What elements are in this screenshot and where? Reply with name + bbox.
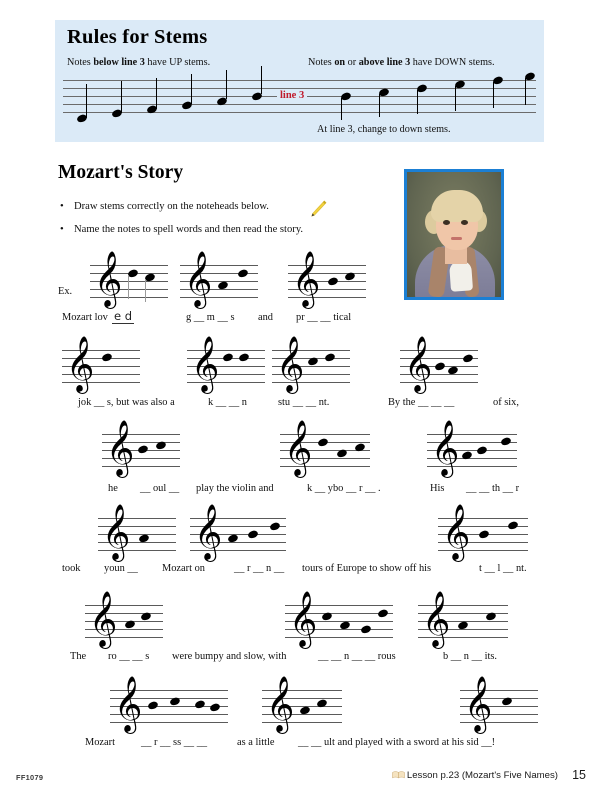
demo-stem-down-4 bbox=[455, 86, 456, 111]
stem-drawn bbox=[128, 275, 129, 299]
notehead[interactable] bbox=[324, 353, 335, 363]
answer-text: jok __ s, but was also a bbox=[78, 397, 175, 408]
demo-stem-down-2 bbox=[379, 94, 380, 117]
rule-left-pre: Notes bbox=[67, 57, 94, 68]
rules-for-stems-box bbox=[55, 20, 544, 142]
rule-left-bold: below line 3 bbox=[93, 57, 145, 68]
bullet-dot: • bbox=[60, 201, 64, 212]
answer-text: youn __ bbox=[104, 563, 138, 574]
notehead[interactable] bbox=[209, 703, 220, 713]
answer-text: were bumpy and slow, with bbox=[172, 651, 287, 662]
answer-text: Mozart bbox=[85, 737, 116, 748]
treble-clef-icon: 𝄞 bbox=[66, 336, 95, 392]
treble-clef-icon: 𝄞 bbox=[102, 504, 131, 560]
answer-text: k __ ybo __ r __ . bbox=[307, 483, 381, 494]
staff-row3-b[interactable] bbox=[280, 420, 370, 476]
treble-clef-icon: 𝄞 bbox=[284, 420, 313, 476]
treble-clef-icon: 𝄞 bbox=[292, 251, 321, 307]
demo-stem-up-2 bbox=[121, 81, 122, 113]
demo-stem-up-1 bbox=[86, 84, 87, 118]
treble-clef-icon: 𝄞 bbox=[276, 336, 305, 392]
treble-clef-icon: 𝄞 bbox=[114, 676, 143, 732]
rule-right-mid: or bbox=[345, 57, 359, 68]
answer-text: __ __ n __ __ rous bbox=[318, 651, 396, 662]
answer-text: he bbox=[108, 483, 118, 494]
staff-row3-a[interactable] bbox=[102, 420, 180, 476]
notehead[interactable] bbox=[507, 521, 518, 531]
notehead[interactable] bbox=[222, 353, 233, 363]
demo-stem-down-5 bbox=[493, 82, 494, 108]
demo-stem-down-1 bbox=[341, 98, 342, 120]
staff-row2-d[interactable] bbox=[400, 336, 478, 392]
staff-line-1 bbox=[63, 112, 536, 113]
rule-right-pre: Notes bbox=[308, 57, 335, 68]
rules-title: Rules for Stems bbox=[67, 26, 208, 48]
instruction-bullet-2 bbox=[60, 224, 303, 235]
rule-left-post: have UP stems. bbox=[144, 57, 211, 68]
publisher-code: FF1079 bbox=[16, 773, 44, 782]
demo-stem-down-3 bbox=[417, 90, 418, 114]
handwritten-answer: e d bbox=[114, 309, 133, 323]
rule-right-bold-above: above line 3 bbox=[358, 57, 411, 68]
staff-row5-a[interactable] bbox=[85, 591, 163, 647]
staff-row5-b[interactable] bbox=[285, 591, 393, 647]
answer-text: play the violin and bbox=[196, 483, 274, 494]
demo-stem-up-3 bbox=[156, 78, 157, 109]
treble-clef-icon: 𝄞 bbox=[106, 420, 135, 476]
notehead[interactable] bbox=[360, 625, 371, 635]
lesson-reference-text: Lesson p.23 (Mozart's Five Names) bbox=[406, 770, 558, 781]
answer-text: Mozart on bbox=[162, 563, 205, 574]
answer-text: By the __ __ __ bbox=[388, 397, 455, 408]
portrait-eye-right bbox=[461, 220, 468, 225]
notehead[interactable] bbox=[462, 354, 473, 364]
demo-stem-down-6 bbox=[525, 78, 526, 105]
answer-text: pr __ __ tical bbox=[296, 312, 352, 323]
notehead[interactable] bbox=[377, 609, 388, 619]
staff-line-2 bbox=[63, 104, 536, 105]
notehead[interactable] bbox=[101, 353, 112, 363]
demo-stem-up-5 bbox=[226, 70, 227, 99]
answer-text: tours of Europe to show off his bbox=[302, 563, 432, 574]
instruction-bullet-1 bbox=[60, 201, 269, 212]
demo-notehead-2 bbox=[111, 109, 122, 119]
rule-left-text bbox=[67, 57, 210, 68]
rule-right-bold-on: on bbox=[334, 57, 346, 68]
rule-right-post: have DOWN stems. bbox=[410, 57, 495, 68]
answer-text: __ r __ ss __ __ bbox=[141, 737, 208, 748]
treble-clef-icon: 𝄞 bbox=[191, 336, 220, 392]
notehead[interactable] bbox=[194, 700, 205, 710]
notehead[interactable] bbox=[476, 446, 487, 456]
notehead[interactable] bbox=[500, 437, 511, 447]
demo-notehead-6 bbox=[251, 92, 262, 102]
portrait-mouth bbox=[451, 237, 462, 240]
treble-clef-icon: 𝄞 bbox=[442, 504, 471, 560]
line-3-label: line 3 bbox=[277, 90, 307, 101]
treble-clef-icon: 𝄞 bbox=[94, 251, 123, 307]
answer-text: took bbox=[62, 563, 81, 574]
demo-notehead-1 bbox=[76, 114, 87, 124]
treble-clef-icon: 𝄞 bbox=[89, 591, 118, 647]
demo-stem-up-6 bbox=[261, 66, 262, 94]
answer-text: His bbox=[430, 483, 445, 494]
lesson-reference bbox=[392, 770, 558, 781]
treble-clef-icon: 𝄞 bbox=[194, 504, 223, 560]
treble-clef-icon: 𝄞 bbox=[464, 676, 493, 732]
stem-drawn bbox=[145, 279, 146, 302]
page-number: 15 bbox=[572, 768, 586, 782]
notehead[interactable] bbox=[478, 530, 489, 540]
example-label: Ex. bbox=[58, 286, 73, 297]
staff-row3-c[interactable] bbox=[427, 420, 517, 476]
answer-text: Mozart lov bbox=[62, 312, 108, 323]
answer-text: __ r __ n __ bbox=[234, 563, 285, 574]
staff-row5-c[interactable] bbox=[418, 591, 508, 647]
answer-text: __ oul __ bbox=[140, 483, 180, 494]
notehead[interactable] bbox=[237, 269, 248, 279]
answer-text: The bbox=[70, 651, 87, 662]
treble-clef-icon: 𝄞 bbox=[266, 676, 295, 732]
staff-line-4 bbox=[63, 88, 536, 89]
notehead[interactable] bbox=[327, 277, 338, 287]
notehead[interactable] bbox=[247, 530, 258, 540]
staff-row4-a[interactable] bbox=[98, 504, 176, 560]
book-icon bbox=[392, 771, 405, 779]
portrait-eye-left bbox=[443, 220, 450, 225]
notehead[interactable] bbox=[269, 522, 280, 532]
staff-row4-b[interactable] bbox=[190, 504, 286, 560]
instruction-1-text: Draw stems correctly on the noteheads below. bbox=[74, 201, 269, 212]
demo-notehead-4 bbox=[181, 101, 192, 111]
answer-text: g __ m __ s bbox=[186, 312, 235, 323]
portrait-cravat bbox=[449, 260, 473, 291]
notehead[interactable] bbox=[317, 438, 328, 448]
staff-row1-a[interactable] bbox=[90, 251, 168, 307]
staff-row1-c[interactable] bbox=[288, 251, 366, 307]
answer-text: b __ n __ its. bbox=[443, 651, 497, 662]
treble-clef-icon: 𝄞 bbox=[184, 251, 213, 307]
notehead[interactable] bbox=[434, 362, 445, 372]
demo-stem-up-4 bbox=[191, 74, 192, 104]
bullet-dot: • bbox=[60, 224, 64, 235]
staff-row1-b[interactable] bbox=[180, 251, 258, 307]
answer-text: as a little bbox=[237, 737, 275, 748]
answer-text: t __ l __ nt. bbox=[479, 563, 527, 574]
mozart-portrait bbox=[404, 169, 504, 300]
staff-row6-c[interactable] bbox=[460, 676, 538, 732]
answer-text: ro __ __ s bbox=[108, 651, 150, 662]
answer-text: stu __ __ nt. bbox=[278, 397, 330, 408]
answer-text: __ __ th __ r bbox=[466, 483, 520, 494]
answer-text: k __ __ n bbox=[208, 397, 247, 408]
treble-clef-icon: 𝄞 bbox=[404, 336, 433, 392]
staff-row6-a[interactable] bbox=[110, 676, 228, 732]
answer-text: of six, bbox=[493, 397, 519, 408]
page-title: Mozart's Story bbox=[58, 162, 184, 183]
instruction-2-text: Name the notes to spell words and then read the story. bbox=[74, 224, 304, 235]
treble-clef-icon: 𝄞 bbox=[422, 591, 451, 647]
rule-bottom-text: At line 3, change to down stems. bbox=[317, 124, 451, 135]
staff-row2-b[interactable] bbox=[187, 336, 265, 392]
treble-clef-icon: 𝄞 bbox=[431, 420, 460, 476]
portrait-hair-top bbox=[431, 190, 483, 222]
rule-right-text bbox=[308, 57, 495, 68]
treble-clef-icon: 𝄞 bbox=[289, 591, 318, 647]
answer-text: __ __ ult and played with a sword at his sid __! bbox=[298, 737, 496, 748]
staff-row2-c[interactable] bbox=[272, 336, 350, 392]
staff-row4-c[interactable] bbox=[438, 504, 528, 560]
pencil-icon bbox=[309, 200, 327, 218]
notehead[interactable] bbox=[238, 353, 249, 363]
staff-line-5 bbox=[63, 80, 536, 81]
notehead[interactable] bbox=[137, 445, 148, 455]
answer-text: and bbox=[258, 312, 274, 323]
staff-row6-b[interactable] bbox=[262, 676, 342, 732]
notehead[interactable] bbox=[147, 701, 158, 711]
staff-row2-a[interactable] bbox=[62, 336, 140, 392]
